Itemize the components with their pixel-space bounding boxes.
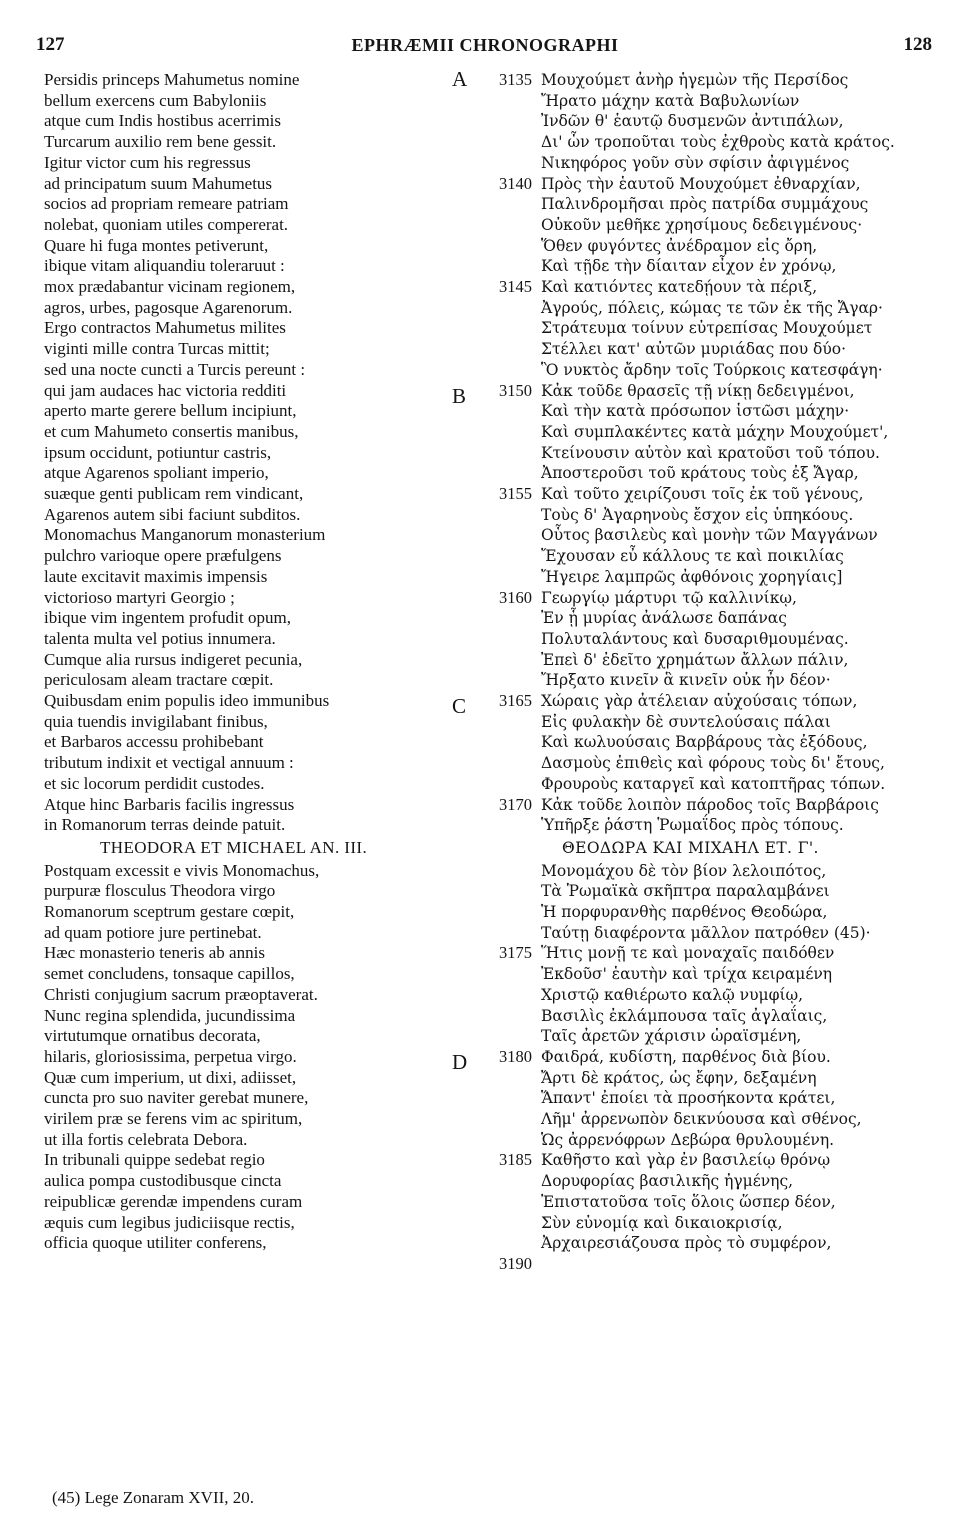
greek-line: Πολυταλάντους καὶ δυσαριθμουμένας.: [541, 629, 849, 648]
latin-line: Ergo contractos Mahumetus milites: [44, 318, 286, 338]
running-title: EPHRÆMII CHRONOGRAPHI: [351, 35, 619, 55]
greek-line: Στράτευμα τοίνυν εὐτρεπίσας Μουχούμετ: [541, 319, 873, 338]
greek-line: Οὐκοῦν μεθῆκε χρησίμους δεδειγμένους·: [541, 215, 863, 234]
latin-line: virtutumque ornatibus decorata,: [44, 1026, 261, 1046]
greek-line: Κἀκ τοῦδε λοιπὸν πάροδος τοῖς Βαρβάροις: [541, 795, 879, 814]
greek-line: Ἰνδῶν θ' ἑαυτῷ δυσμενῶν ἀντιπάλων,: [541, 112, 844, 131]
greek-line: Καὶ συμπλακέντες κατὰ μάχην Μουχούμετ',: [541, 422, 889, 441]
greek-line: Ἥτις μονῇ τε καὶ μοναχαῖς παιδόθεν: [541, 944, 835, 963]
latin-line: Atque hinc Barbaris facilis ingressus: [44, 794, 295, 814]
footnote: (45) Lege Zonaram XVII, 20.: [52, 1488, 255, 1507]
latin-line: quia tuendis invigilabant finibus,: [44, 711, 268, 731]
greek-line: Ἔχουσαν εὖ κάλλους τε καὶ ποικιλίας: [541, 547, 844, 566]
greek-line: Ὅθεν φυγόντες ἀνέδραμον εἰς ὄρη,: [541, 236, 818, 255]
latin-line: ipsum occidunt, potiuntur castris,: [44, 442, 272, 462]
greek-line: Βασιλὶς ἐκλάμπουσα ταῖς ἀγλαΐαις,: [541, 1006, 828, 1025]
greek-line: Καθῆστο καὶ γὰρ ἐν βασιλείῳ θρόνῳ: [541, 1151, 831, 1170]
latin-line: Igitur victor cum his regressus: [44, 152, 251, 172]
verse-number: 3135: [499, 70, 532, 89]
greek-line: Ὑπῆρξε ῥάστη Ῥωμαΐδος πρὸς τόπους.: [541, 816, 844, 835]
greek-line: Χώραις γὰρ ἀτέλειαν αὐχούσαις τόπων,: [541, 692, 858, 710]
verse-number: 3185: [499, 1150, 532, 1170]
latin-line: bellum exercens cum Babyloniis: [44, 90, 267, 110]
greek-line: Δι' ὧν τροποῦται τοὺς ἐχθροὺς κατὰ κράτος.: [541, 133, 895, 152]
latin-line: ibique vitam aliquandiu toleraruut :: [44, 256, 285, 276]
verse-number: 3175: [499, 943, 532, 963]
greek-line: Καὶ τοῦτο χειρίζουσι τοῖς ἐκ τοῦ γένους,: [541, 485, 864, 503]
latin-line: Agarenos autem sibi faciunt subditos.: [44, 504, 301, 524]
verse-number: 3155: [499, 484, 532, 503]
latin-line: Cumque alia rursus indigeret pecunia,: [44, 649, 303, 669]
latin-line: Nunc regina splendida, jucundissima: [44, 1005, 296, 1025]
verse-number: 3180: [499, 1046, 532, 1066]
section-heading-latin: THEODORA ET MICHAEL AN. III.: [100, 837, 368, 857]
greek-line: Ἄρτι δὲ κράτος, ὡς ἔφην, δεξαμένη: [541, 1068, 817, 1087]
latin-line: atque cum Indis hostibus acerrimis: [44, 111, 282, 131]
latin-line: sed una nocte cuncti a Turcis pereunt :: [44, 359, 306, 379]
greek-line: Φρουροὺς καταργεῖ καὶ κατοπτῆρας τόπων.: [541, 774, 886, 793]
greek-line: Δασμοὺς ἐπιθεὶς καὶ φόρους τοὺς δι' ἔτους,: [541, 754, 885, 773]
greek-line: Ὃ νυκτὸς ἄρδην τοῖς Τούρκοις κατεσφάγη·: [541, 360, 883, 379]
latin-line: Persidis princeps Mahumetus nomine: [44, 70, 300, 89]
latin-line: ut illa fortis celebrata Debora.: [44, 1129, 248, 1149]
latin-line: In tribunali quippe sedebat regio: [44, 1150, 265, 1170]
latin-line: ad quam potiore jure pertinebat.: [44, 922, 262, 942]
greek-line: Νικηφόρος γοῦν σὺν σφίσιν ἀφιγμένος: [541, 153, 850, 172]
verse-number: 3150: [499, 380, 532, 400]
latin-line: Turcarum auxilio rem bene gessit.: [44, 132, 277, 152]
latin-line: Quæ cum imperium, ut dixi, adiisset,: [44, 1067, 297, 1087]
latin-line: purpuræ flosculus Theodora virgo: [44, 881, 276, 901]
latin-line: suæque genti publicam rem vindicant,: [44, 484, 304, 503]
latin-line: laute excitavit maximis impensis: [44, 566, 268, 586]
latin-line: nolebat, quoniam utiles compererat.: [44, 214, 289, 234]
greek-line: Ταῖς ἀρετῶν χάρισιν ὡραϊσμένη,: [541, 1027, 802, 1046]
latin-line: Postquam excessit e vivis Monomachus,: [44, 860, 320, 880]
greek-line: Κἀκ τοῦδε θρασεῖς τῇ νίκῃ δεδειγμένοι,: [541, 381, 855, 400]
greek-line: Καὶ τῇδε τὴν δίαιταν εἶχον ἐν χρόνῳ,: [541, 257, 837, 276]
greek-line: Φαιδρά, κυδίστη, παρθένος διὰ βίου.: [541, 1047, 831, 1066]
greek-line: Ἤγειρε λαμπρῶς ἀφθόνοις χορηγίαις]: [541, 567, 843, 586]
latin-line: officia quoque utiliter conferens,: [44, 1233, 267, 1253]
latin-line: talenta multa vel potius innumera.: [44, 628, 276, 648]
latin-line: aulica pompa custodibusque cincta: [44, 1171, 282, 1191]
greek-line: Τοὺς δ' Ἀγαρηνοὺς ἔσχον εἰς ὑπηκόους.: [541, 505, 854, 524]
greek-line: Γεωργίῳ μάρτυρι τῷ καλλινίκῳ,: [541, 588, 797, 607]
greek-line: Πρὸς τὴν ἑαυτοῦ Μουχούμετ ἐθναρχίαν,: [541, 174, 861, 193]
latin-line: tributum indixit et vectigal annuum :: [44, 753, 294, 773]
latin-line: Romanorum sceptrum gestare cœpit,: [44, 902, 295, 921]
latin-line: et Barbaros accessu prohibebant: [44, 732, 264, 752]
greek-line: Ὡς ἀρρενόφρων Δεβώρα θρυλουμένη.: [541, 1130, 835, 1149]
greek-line: Ἀγρούς, πόλεις, κώμας τε τῶν ἐκ τῆς Ἄγαρ·: [541, 298, 883, 317]
latin-line: et cum Mahumeto consertis manibus,: [44, 421, 299, 441]
greek-line: Μονομάχου δὲ τὸν βίον λελοιπότος,: [541, 861, 827, 880]
verse-number: 3160: [499, 587, 532, 607]
latin-line: atque Agarenos spoliant imperio,: [44, 463, 269, 483]
greek-line: Καὶ κωλυούσαις Βαρβάρους τὰς ἐξόδους,: [541, 733, 868, 752]
section-heading-greek: ΘΕΟΔΩΡΑ ΚΑΙ ΜΙΧΑΗΛ ΕΤ. Γ'.: [562, 838, 819, 857]
greek-line: Ἡ πορφυρανθὴς παρθένος Θεοδώρα,: [541, 903, 828, 921]
section-mark: B: [452, 383, 467, 408]
page-number-right: 128: [903, 34, 932, 55]
latin-line: Hæc monasterio teneris ab annis: [44, 943, 265, 963]
greek-line: Ἤρξατο κινεῖν ἃ κινεῖν οὐκ ἦν δέον·: [541, 671, 831, 690]
latin-line: qui jam audaces hac victoria redditi: [44, 380, 287, 400]
greek-line: Ἐκδοῦσ' ἑαυτὴν καὶ τρίχα κειραμένη: [541, 965, 833, 984]
latin-line: et sic locorum perdidit custodes.: [44, 773, 265, 793]
greek-line: Ἀρχαιρεσιάζουσα πρὸς τὸ συμφέρον,: [541, 1234, 832, 1253]
latin-line: victorioso martyri Georgio ;: [44, 587, 235, 607]
greek-line: Ἤρατο μάχην κατὰ Βαβυλωνίων: [541, 91, 800, 110]
greek-line: Οὗτος βασιλεὺς καὶ μονὴν τῶν Μαγγάνων: [541, 526, 878, 545]
greek-line: Ἐπιστατοῦσα τοῖς ὅλοις ὥσπερ δέον,: [541, 1192, 836, 1211]
greek-line: Χριστῷ καθιέρωτο καλῷ νυμφίῳ,: [541, 985, 804, 1004]
verse-number: 3165: [499, 691, 532, 710]
page-number-left: 127: [36, 34, 65, 55]
latin-line: virilem præ se ferens vim ac spiritum,: [44, 1109, 303, 1128]
greek-line: Σὺν εὐνομίᾳ καὶ δικαιοκρισίᾳ,: [541, 1213, 783, 1232]
verse-number: 3145: [499, 277, 532, 296]
section-mark: D: [452, 1049, 468, 1074]
greek-line: Ἐν ᾗ μυρίας ἀνάλωσε δαπάνας: [541, 609, 787, 628]
greek-line: Δορυφορίας βασιλικῆς ἠγμένης,: [541, 1172, 794, 1191]
latin-line: æquis cum legibus judiciisque rectis,: [44, 1212, 295, 1232]
latin-line: Christi conjugium sacrum præoptaverat.: [44, 984, 318, 1004]
latin-line: mox prædabantur vicinam regionem,: [44, 277, 296, 296]
greek-line: Καὶ τὴν κατὰ πρόσωπον ἱστῶσι μάχην·: [541, 402, 850, 421]
latin-line: viginti mille contra Turcas mittit;: [44, 339, 270, 359]
greek-line: Ἀποστεροῦσι τοῦ κράτους τοὺς ἐξ Ἄγαρ,: [541, 464, 859, 483]
greek-line: Λῆμ' ἀρρενωπὸν δεικνύουσα καὶ σθένος,: [541, 1110, 862, 1128]
latin-line: Monomachus Manganorum monasterium: [44, 525, 326, 545]
latin-line: ad principatum suum Mahumetus: [44, 173, 273, 193]
latin-line: periculosam aleam tractare cœpit.: [44, 670, 274, 690]
greek-line: Εἰς φυλακὴν δὲ συντελούσαις πάλαι: [541, 712, 831, 731]
greek-line: Παλινδρομῆσαι πρὸς πατρίδα συμμάχους: [541, 195, 869, 214]
greek-line: Ἅπαντ' ἐποίει τὰ προσήκοντα κράτει,: [541, 1089, 836, 1108]
verse-number: 3140: [499, 173, 532, 193]
latin-line: reipublicæ gerendæ impendens curam: [44, 1191, 303, 1211]
latin-line: aperto marte gerere bellum incipiunt,: [44, 401, 297, 421]
greek-line: Ἐπεὶ δ' ἐδεῖτο χρημάτων ἄλλων πάλιν,: [541, 650, 849, 669]
latin-line: agros, urbes, pagosque Agarenorum.: [44, 297, 293, 317]
latin-line: semet concludens, tonsaque capillos,: [44, 964, 295, 984]
latin-line: in Romanorum terras deinde patuit.: [44, 815, 286, 835]
greek-line: Τὰ Ῥωμαϊκὰ σκῆπτρα παραλαμβάνει: [541, 882, 830, 901]
verse-number: 3190: [499, 1253, 532, 1273]
greek-line: Ταύτῃ διαφέροντα μᾶλλον πατρόθεν (45)·: [541, 923, 871, 942]
latin-line: ibique vim ingentem profudit opum,: [44, 608, 291, 628]
latin-line: pulchro varioque opere præfulgens: [44, 546, 282, 566]
greek-line: Κτείνουσιν αὐτὸν καὶ κρατοῦσι τοῦ τόπου.: [541, 443, 880, 462]
section-mark: A: [452, 67, 468, 91]
latin-line: Quare hi fuga montes petiverunt,: [44, 235, 269, 255]
latin-line: cuncta pro suo naviter gerebat munere,: [44, 1088, 309, 1108]
latin-line: socios ad propriam remeare patriam: [44, 194, 289, 214]
greek-line: Στέλλει κατ' αὐτῶν μυριάδας που δύο·: [541, 340, 847, 359]
greek-line: Μουχούμετ ἀνὴρ ἡγεμὼν τῆς Περσίδος: [541, 71, 849, 89]
latin-line: hilaris, gloriosissima, perpetua virgo.: [44, 1046, 297, 1066]
verse-number: 3170: [499, 794, 532, 814]
latin-line: Quibusdam enim populis ideo immunibus: [44, 691, 330, 710]
greek-line: Καὶ κατιόντες κατεδῄουν τὰ πέριξ,: [541, 278, 818, 296]
section-mark: C: [452, 694, 467, 718]
